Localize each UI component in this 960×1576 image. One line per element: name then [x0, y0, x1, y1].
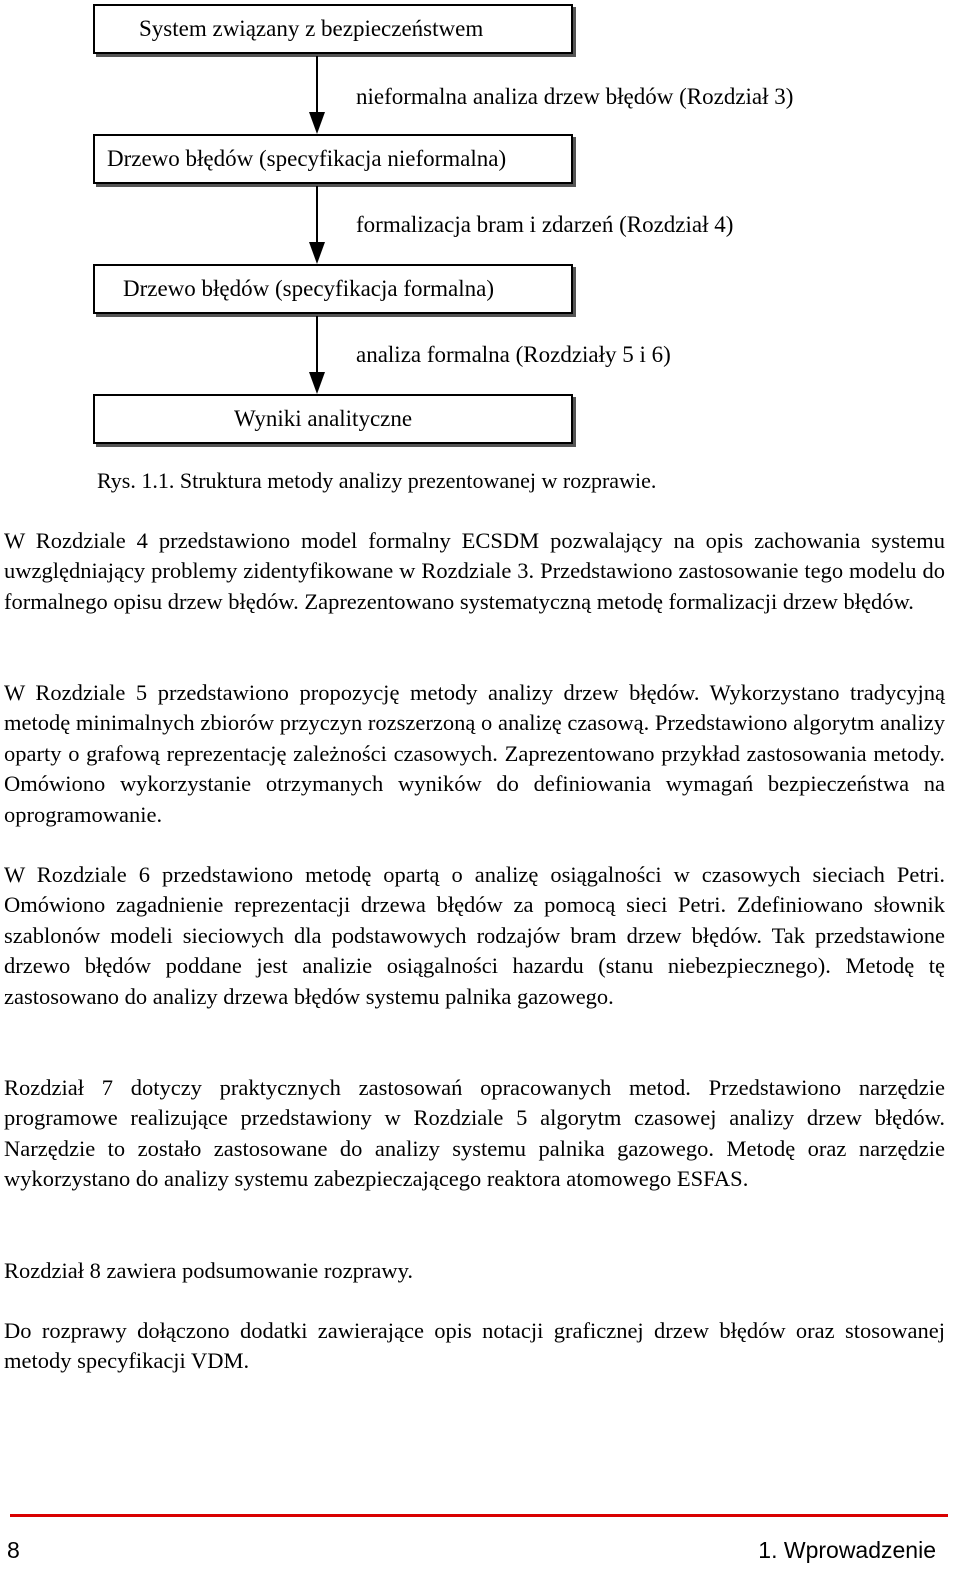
arrow-down-icon	[306, 56, 328, 134]
paragraph-appendices: Do rozprawy dołączono dodatki zawierające opis notacji graficznej drzew błędów oraz stosowanej metody specyfikacji VDM.	[4, 1318, 945, 1374]
diagram-box-label: Drzewo błędów (specyfikacja formalna)	[123, 276, 495, 301]
arrow-label-formalization: formalizacja bram i zdarzeń (Rozdział 4)	[356, 212, 734, 237]
paragraph-chapter-8: Rozdział 8 zawiera podsumowanie rozprawy.	[4, 1258, 414, 1283]
page-number: 8	[7, 1537, 20, 1563]
diagram-box-label: Drzewo błędów (specyfikacja nieformalna)	[107, 146, 507, 171]
diagram-box-system	[93, 4, 573, 54]
paragraph-chapter-6: W Rozdziale 6 przedstawiono metodę opartą o analizę osiągalności w czasowych sieciach Petri. Omówiono zagadnienie reprezentacji drzewa błędów za pomocą sieci Petri. Zdefiniowano słownik szablonów modeli sieciowych dla podstawowych rodzajów bram drzew błędów. Tak przedstawione drzewo błędów poddane jest analizie osiągalności hazardu (stanu niebezpiecznego). Metodę tę zastosowano do analizy drzewa błędów systemu palnika gazowego.	[4, 862, 945, 1009]
diagram-box-label: Wyniki analityczne	[234, 406, 413, 431]
arrow-label-informal-analysis: nieformalna analiza drzew błędów (Rozdział 3)	[356, 84, 794, 109]
figure-caption: Rys. 1.1. Struktura metody analizy prezentowanej w rozprawie.	[97, 468, 657, 493]
footer-rule	[10, 1514, 948, 1517]
chapter-title: 1. Wprowadzenie	[758, 1537, 936, 1563]
diagram-box-formal-tree	[93, 264, 573, 314]
paragraph-chapter-5: W Rozdziale 5 przedstawiono propozycję metody analizy drzew błędów. Wykorzystano tradycyjną metodę minimalnych zbiorów przyczyn rozszerzoną o analizę czasową. Przedstawiono algorytm analizy oparty o grafową reprezentację zależności czasowych. Zaprezentowano przykład zastosowania metody. Omówiono wykorzystanie otrzymanych wyników do definiowania wymagań bezpieczeństwa na oprogramowanie.	[4, 680, 945, 827]
paragraph-chapter-4: W Rozdziale 4 przedstawiono model formalny ECSDM pozwalający na opis zachowania systemu uwzględniający problemy zidentyfikowane w Rozdziale 3. Przedstawiono zastosowanie tego modelu do formalnego opisu drzew błędów. Zaprezentowano systematyczną metodę formalizacji drzew błędów.	[4, 528, 945, 614]
arrow-down-icon	[306, 186, 328, 264]
arrow-label-formal-analysis: analiza formalna (Rozdziały 5 i 6)	[356, 342, 671, 367]
arrow-down-icon	[306, 316, 328, 394]
diagram-box-label: System związany z bezpieczeństwem	[139, 16, 484, 41]
diagram-box-results	[93, 394, 573, 444]
paragraph-chapter-7: Rozdział 7 dotyczy praktycznych zastosowań opracowanych metod. Przedstawiono narzędzie programowe realizujące przedstawiony w Rozdziale 5 algorytm czasowej analizy drzew błędów. Narzędzie to zostało zastosowane do analizy systemu palnika gazowego. Metodę oraz narzędzie wykorzystano do analizy systemu zabezpieczającego reaktora atomowego ESFAS.	[4, 1075, 945, 1192]
diagram-box-informal-tree	[93, 134, 573, 184]
